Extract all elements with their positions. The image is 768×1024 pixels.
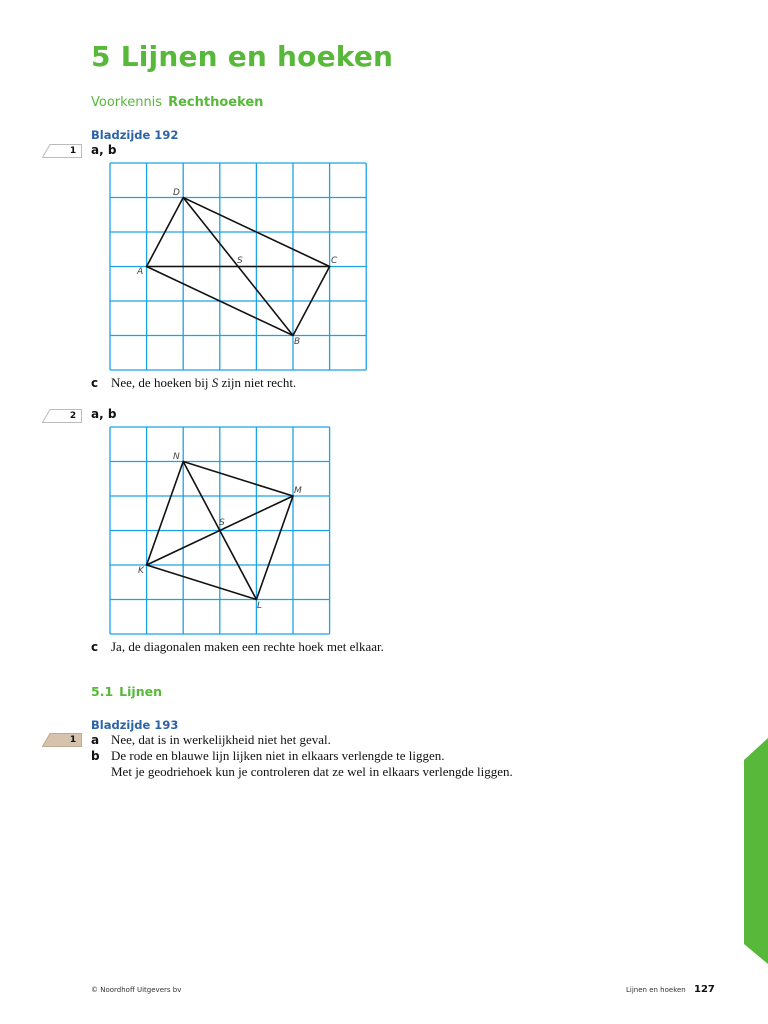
point-label-B: B: [294, 337, 301, 347]
point-label-A: A: [137, 267, 144, 277]
subheader-prefix: Voorkennis: [91, 95, 163, 110]
answer-text: Nee, de hoeken bij: [111, 375, 212, 390]
chapter-title-text: Lijnen en hoeken: [120, 40, 394, 73]
answer-c: [91, 375, 296, 391]
point-label-C: C: [331, 256, 338, 266]
page-reference: Bladzijde 192: [91, 128, 179, 142]
subheader-topic: Rechthoeken: [168, 95, 264, 110]
section-title: [91, 684, 168, 699]
answer-letter: c: [91, 640, 99, 654]
section-title-text: Lijnen: [119, 684, 162, 699]
answer-letter: c: [91, 376, 99, 390]
point-label-D: D: [173, 188, 180, 198]
point-label-M: M: [294, 486, 302, 496]
point-label-K: K: [138, 566, 144, 576]
answer-text: Ja, de diagonalen maken een rechte hoek met elkaar.: [111, 639, 384, 654]
figure-quadrilateral-KLMN: [106, 423, 334, 639]
exercise-tag: [42, 409, 82, 423]
answer-c: [91, 639, 384, 655]
exercise-number: 1: [69, 735, 77, 745]
figure-lines: [147, 198, 330, 336]
exercise-number: 1: [69, 146, 77, 156]
page-number: 127: [694, 984, 715, 995]
exercise-tag: [42, 733, 82, 747]
section-number: 5.1: [91, 684, 114, 699]
point-label-S: S: [237, 256, 243, 266]
chapter-number: 5: [91, 40, 111, 73]
figure-quadrilateral-ABCD: [106, 159, 372, 375]
answer-letter: b: [91, 749, 100, 763]
question-parts: a, b: [91, 143, 117, 157]
point-label-L: L: [257, 601, 263, 611]
footer-publisher: © Noordhoff Uitgevers bv: [91, 986, 182, 994]
answer-b-line2: Met je geodriehoek kun je controleren dat ze wel in elkaars verlengde liggen.: [111, 764, 513, 779]
point-label-S: S: [219, 518, 225, 528]
chapter-side-tab: [744, 738, 768, 964]
exercise-number: 2: [69, 411, 77, 421]
answer-letter: a: [91, 733, 100, 747]
exercise-tag: [42, 144, 82, 158]
answer-text-end: zijn niet recht.: [218, 375, 297, 390]
chapter-title: [91, 40, 393, 73]
footer-running-title: Lijnen en hoeken: [626, 986, 686, 994]
page-reference: Bladzijde 193: [91, 718, 179, 732]
answer-a: [91, 732, 331, 748]
point-label-N: N: [173, 452, 180, 462]
subheader: [91, 95, 263, 110]
answer-variable: S: [211, 375, 219, 390]
answer-b: [91, 748, 445, 764]
answer-text: De rode en blauwe lijn lijken niet in elkaars verlengde te liggen.: [111, 748, 445, 763]
answer-text: Nee, dat is in werkelijkheid niet het geval.: [111, 732, 331, 747]
question-parts: a, b: [91, 407, 117, 421]
